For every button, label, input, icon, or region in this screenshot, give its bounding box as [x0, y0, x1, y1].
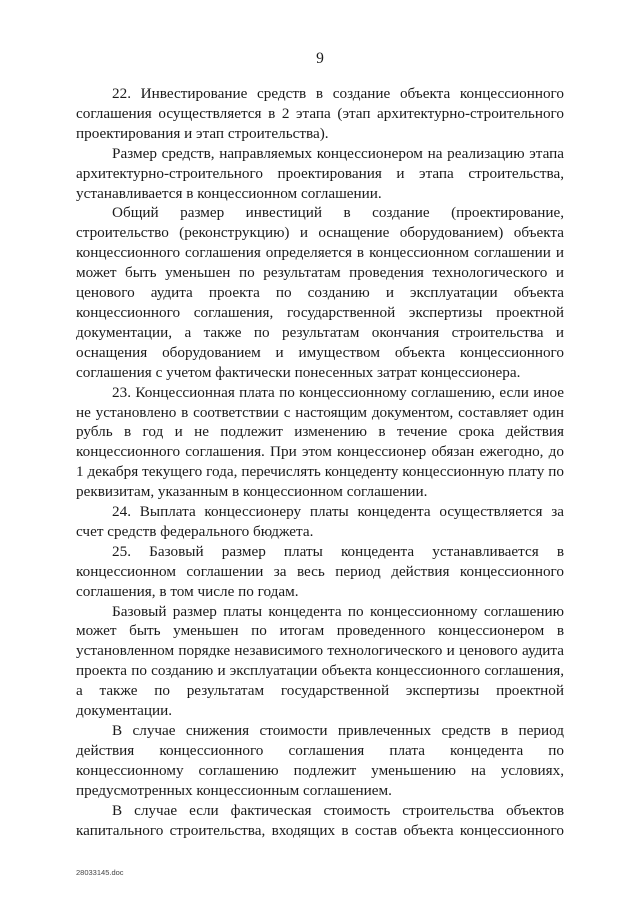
- page-number: 9: [316, 50, 324, 67]
- paragraph-22-funds-size: Размер средств, направляемых концессионером на реализацию этапа архитектурно-строительного проектирования и этапа строительства, устанавливается в концессионном соглашении.: [76, 144, 564, 202]
- paragraph-22-total-investment: Общий размер инвестиций в создание (проектирование, строительство (реконструкцию) и оснащение оборудованием) объекта концессионного соглашения определяется в концессионном соглашении и может быть уменьшен по результатам проведения технологического и ценового аудита проекта по созданию и эксплуатации объекта концессионного соглашения, государственной экспертизы проектной документации, а также по результатам окончания строительства и оснащения оборудованием и имуществом объекта концессионного соглашения с учетом фактически понесенных затрат концессионера.: [76, 204, 564, 381]
- paragraph-24: 24. Выплата концессионеру платы концедента осуществляется за счет средств федерального бюджета.: [76, 503, 564, 540]
- document-body: [76, 84, 564, 840]
- document-file-code: 28033145.doc: [76, 868, 124, 877]
- paragraph-25-actual-cost: В случае если фактическая стоимость строительства объектов капитального строительства, входящих в состав объекта концессионного: [76, 801, 564, 839]
- paragraph-25-cost-reduction: В случае снижения стоимости привлеченных средств в период действия концессионного соглашения плата концедента по концессионному соглашению подлежит уменьшению на условиях, предусмотренных концессионным соглашением.: [76, 722, 564, 799]
- paragraph-22: 22. Инвестирование средств в создание объекта концессионного соглашения осуществляется в 2 этапа (этап архитектурно-строительного проектирования и этап строительства).: [76, 85, 564, 142]
- paragraph-25-base-reduction: Базовый размер платы концедента по концессионному соглашению может быть уменьшен по итогам проведенного концессионером в установленном порядке независимого технологического и ценового аудита проекта по созданию и эксплуатации объекта концессионного соглашения, а также по результатам государственной экспертизы проектной документации.: [76, 602, 564, 720]
- paragraph-23: 23. Концессионная плата по концессионному соглашению, если иное не установлено в соответствии с настоящим документом, составляет один рубль в год и не подлежит изменению в течение срока действия концессионного соглашения. При этом концессионер обязан ежегодно, до 1 декабря текущего года, перечислять концеденту концессионную плату по реквизитам, указанным в концессионном соглашении.: [76, 383, 564, 501]
- paragraph-25: 25. Базовый размер платы концедента устанавливается в концессионном соглашении за весь период действия концессионного соглашения, в том числе по годам.: [76, 542, 564, 600]
